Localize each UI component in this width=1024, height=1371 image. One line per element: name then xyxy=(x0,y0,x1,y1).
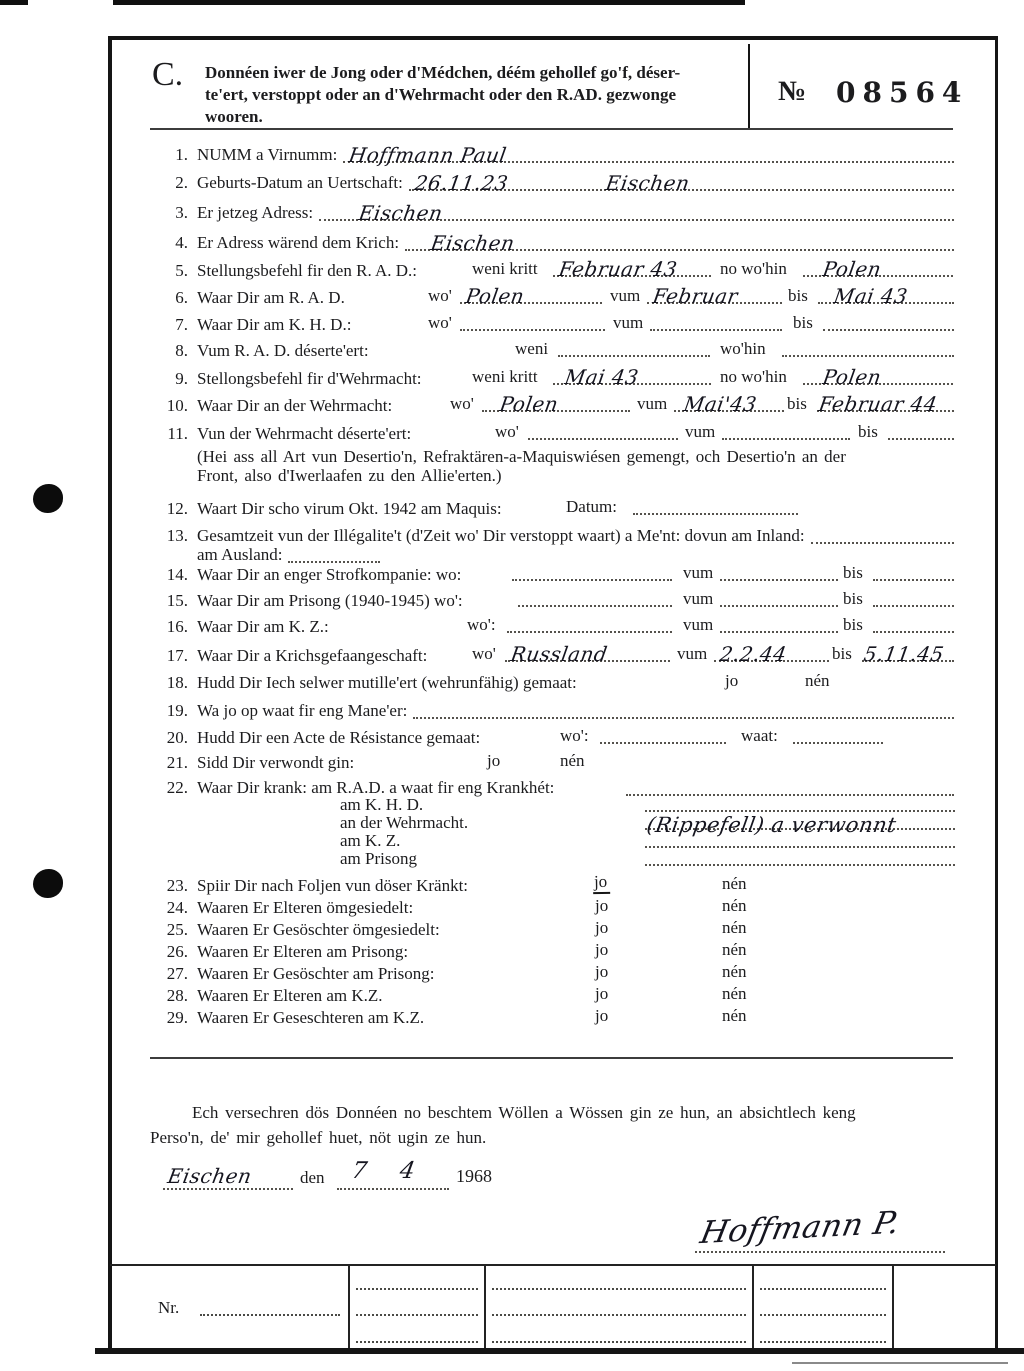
field-row-6 xyxy=(150,281,956,308)
field-row-1 xyxy=(150,143,956,165)
dotted-line xyxy=(163,1188,293,1190)
field-label: Vum R. A. D. déserte'ert: xyxy=(197,341,369,360)
handwritten-value: Russland xyxy=(509,642,610,666)
header-line: wooren. xyxy=(205,107,263,126)
field-number: 3. xyxy=(175,203,188,222)
field-row-3 xyxy=(150,193,956,223)
inline-label: no wo'hin xyxy=(720,259,787,278)
inline-label: no wo'hin xyxy=(720,367,787,386)
field-label: Waar Dir am K. Z.: xyxy=(197,617,329,636)
handwritten-value: Polen xyxy=(464,284,527,308)
field-row-13 xyxy=(150,519,956,546)
header-text xyxy=(205,62,745,128)
field-label: Sidd Dir verwondt gin: xyxy=(197,753,355,772)
field-row-22 xyxy=(150,773,956,798)
dotted-line xyxy=(492,1341,746,1343)
dotted-line xyxy=(492,1288,746,1290)
field-label: Waar Dir a Krichsgefaangeschaft: xyxy=(197,646,428,665)
inline-label: vum xyxy=(685,422,716,441)
field-row-18 xyxy=(150,666,956,693)
page-border-left xyxy=(108,36,112,1349)
page-border-top xyxy=(108,36,998,40)
field-number: 26. xyxy=(166,942,188,961)
dotted-line xyxy=(553,365,711,389)
dotted-line xyxy=(356,1314,478,1316)
field-label: Vun der Wehrmacht déserte'ert: xyxy=(197,424,412,443)
field-label: Waaren Er Elteren ömgesiedelt: xyxy=(197,898,414,917)
field-number: 21. xyxy=(166,753,188,772)
field-row-4 xyxy=(150,223,956,253)
dotted-line xyxy=(803,257,953,281)
field-label: Waar Dir am R. A. D. xyxy=(197,288,345,307)
option-yes: jo xyxy=(595,1006,609,1025)
handwritten-illness: (Rippefell) a verwonnt xyxy=(645,813,899,837)
inline-label: vum xyxy=(683,615,714,634)
dotted-line xyxy=(760,1314,886,1316)
inline-label: weni kritt xyxy=(472,367,538,386)
dotted-line xyxy=(600,738,726,744)
field-number: 1. xyxy=(175,145,188,164)
sub-label: am K. Z. xyxy=(340,831,401,850)
handwritten-value: Polen xyxy=(821,365,884,389)
inline-label: wo': xyxy=(467,615,496,634)
dotted-line xyxy=(409,171,954,195)
field-label: Geburts-Datum an Uertschaft: xyxy=(197,173,403,192)
dotted-line xyxy=(356,1288,478,1290)
field-label: Waar Dir am K. H. D.: xyxy=(197,315,352,334)
sub-label: am K. H. D. xyxy=(340,795,424,814)
dotted-line xyxy=(528,434,678,440)
inline-label: bis xyxy=(843,563,863,582)
dotted-line xyxy=(553,257,711,281)
numero-symbol: № xyxy=(778,76,807,107)
field-row-15 xyxy=(150,585,956,611)
handwritten-value: Mai 43 xyxy=(563,365,641,389)
handwritten-value: Februar 44 xyxy=(817,392,940,416)
handwritten-value: 5.11.45 xyxy=(862,642,946,666)
field-number: 22. xyxy=(166,778,188,797)
option-yes: jo xyxy=(595,984,609,1003)
dotted-line xyxy=(720,575,838,581)
handwritten-value: Mai'43 xyxy=(682,392,759,416)
handwritten-value: Polen xyxy=(821,257,884,281)
dotted-line xyxy=(337,1188,449,1190)
field-row-23 xyxy=(150,870,956,896)
inline-label: wo' xyxy=(428,313,452,332)
option-yes: jo xyxy=(725,671,739,690)
field-label: Wa jo op waat fir eng Mane'er: xyxy=(197,701,408,720)
field-label: Waaren Er Geseschteren am K.Z. xyxy=(197,1008,425,1027)
dotted-line xyxy=(760,1288,886,1290)
option-no: nén xyxy=(722,874,747,893)
field-label: am Ausland: xyxy=(197,545,283,564)
inline-label: weni xyxy=(515,339,549,358)
dotted-line xyxy=(645,842,955,848)
field-row-26 xyxy=(150,940,956,962)
dotted-line xyxy=(811,538,954,544)
field-number: 18. xyxy=(166,673,188,692)
dotted-line xyxy=(862,642,954,666)
dotted-line xyxy=(645,813,955,837)
field-label: Spiir Dir nach Foljen vun döser Kränkt: xyxy=(197,876,469,895)
dotted-line xyxy=(460,325,605,331)
dotted-line xyxy=(343,143,954,167)
field-number: 17. xyxy=(166,646,188,665)
handwritten-place: Eischen xyxy=(165,1164,254,1188)
inline-label: waat: xyxy=(741,726,778,745)
handwritten-value: Mai 43 xyxy=(832,284,910,308)
field-number: 5. xyxy=(175,261,188,280)
field-number: 15. xyxy=(166,591,188,610)
field-number: 27. xyxy=(166,964,188,983)
field-number: 23. xyxy=(166,876,188,895)
header-line: te'ert, verstoppt oder an d'Wehrmacht oder den R.AD. gezwonge xyxy=(205,85,677,104)
inline-label: wo' xyxy=(495,422,519,441)
option-yes: jo xyxy=(595,962,609,981)
field-22-sub-kz xyxy=(150,831,956,852)
inline-label: bis xyxy=(787,394,807,413)
handwritten-day: 7 xyxy=(349,1158,370,1184)
option-no: nén xyxy=(722,940,747,959)
inline-label: wo': xyxy=(560,726,589,745)
note-line: (Hei ass all Art vun Desertio'n, Refraktären-a-Maquiswiésen gemengt, och Desertio'n an der xyxy=(197,447,846,466)
field-number: 29. xyxy=(166,1008,188,1027)
option-yes: jo xyxy=(595,918,609,937)
field-number: 12. xyxy=(166,499,188,518)
inline-label: vum xyxy=(610,286,641,305)
field-label: Waaren Er Gesöschter am Prisong: xyxy=(197,964,435,983)
dotted-line xyxy=(888,434,954,440)
field-label: Waaren Er Elteren am Prisong: xyxy=(197,942,409,961)
scan-artifact-bar xyxy=(113,0,745,5)
dotted-line xyxy=(505,642,670,666)
printed-year: 1968 xyxy=(456,1166,492,1186)
option-no: nén xyxy=(560,751,585,770)
field-22-sub-prisong xyxy=(150,849,956,870)
punch-hole xyxy=(33,869,63,898)
dotted-line xyxy=(803,365,953,389)
option-no: nén xyxy=(722,918,747,937)
dotted-line xyxy=(793,738,883,744)
dotted-line xyxy=(507,627,672,633)
footer-table xyxy=(110,1264,996,1350)
dotted-line xyxy=(518,601,672,607)
field-number: 13. xyxy=(166,526,188,545)
field-row-7 xyxy=(150,308,956,335)
inline-label: bis xyxy=(788,286,808,305)
table-divider xyxy=(348,1266,350,1350)
field-row-27 xyxy=(150,962,956,984)
signature-dotted-line xyxy=(695,1251,945,1253)
section-letter: C. xyxy=(152,56,184,93)
dotted-line xyxy=(645,806,955,812)
field-row-8 xyxy=(150,335,956,361)
inline-label: Datum: xyxy=(566,497,617,516)
page-border-right xyxy=(995,38,998,1349)
header-line: Donnéen iwer de Jong oder d'Médchen, déém gehollef go'f, déser- xyxy=(205,63,681,82)
header-rule xyxy=(150,128,953,130)
field-number: 9. xyxy=(175,369,188,388)
field-row-5 xyxy=(150,253,956,281)
declaration xyxy=(150,1100,956,1150)
dotted-line xyxy=(645,860,955,866)
option-no: nén xyxy=(722,896,747,915)
inline-label: bis xyxy=(793,313,813,332)
field-row-20 xyxy=(150,721,956,748)
dotted-line xyxy=(288,557,380,563)
field-label: Waar Dir an der Wehrmacht: xyxy=(197,396,393,415)
dotted-line xyxy=(722,434,850,440)
field-label: Waar Dir am Prisong (1940-1945) wo': xyxy=(197,591,463,610)
dotted-line xyxy=(760,1341,886,1343)
option-no: nén xyxy=(722,962,747,981)
field-row-11 xyxy=(150,416,956,444)
header-divider xyxy=(748,44,750,128)
field-row-13b xyxy=(150,546,956,565)
option-no: nén xyxy=(722,1006,747,1025)
field-number: 16. xyxy=(166,617,188,636)
field-number: 24. xyxy=(166,898,188,917)
handwritten-birthdate: 26.11.23 xyxy=(412,171,510,195)
dotted-line xyxy=(482,392,630,416)
punch-hole xyxy=(33,484,63,513)
field-number: 25. xyxy=(166,920,188,939)
declaration-line: Ech versechren dös Donnéen no beschtem Wöllen a Wössen gin ze hun, an absichtlech keng xyxy=(192,1103,856,1122)
handwritten-value: Februar xyxy=(651,284,740,308)
field-label: Er jetzeg Adress: xyxy=(197,203,314,222)
dotted-line xyxy=(626,790,954,796)
field-label: Stellungsbefehl fir den R. A. D.: xyxy=(197,261,418,280)
table-divider xyxy=(484,1266,486,1350)
declaration-line: Perso'n, de' mir gehollef huet, nöt ugin ze hun. xyxy=(150,1128,487,1147)
inline-label: wo' xyxy=(428,286,452,305)
date-den-label: den xyxy=(300,1168,325,1187)
inline-label: weni kritt xyxy=(472,259,538,278)
handwritten-name: Hoffmann Paul xyxy=(347,143,509,167)
inline-label: bis xyxy=(843,589,863,608)
field-row-19 xyxy=(150,693,956,721)
field-22-sub-wehrmacht xyxy=(150,813,956,837)
inline-label: wo' xyxy=(472,644,496,663)
note-line: Front, also d'Iwerlaafen zu den Allie'erten.) xyxy=(197,466,502,485)
option-yes: jo xyxy=(595,940,609,959)
dotted-line xyxy=(319,201,954,225)
option-yes: jo xyxy=(595,896,609,915)
dotted-line xyxy=(782,351,954,357)
handwritten-value: Februar 43 xyxy=(557,257,680,281)
field-row-16 xyxy=(150,611,956,637)
inline-label: wo'hin xyxy=(720,339,766,358)
field-label: Stellongsbefehl fir d'Wehrmacht: xyxy=(197,369,422,388)
inline-label: bis xyxy=(832,644,852,663)
field-number: 6. xyxy=(175,288,188,307)
dotted-line xyxy=(873,601,954,607)
field-row-12 xyxy=(150,485,956,519)
field-number: 7. xyxy=(175,315,188,334)
option-yes-selected: jo xyxy=(593,872,611,894)
inline-label: bis xyxy=(858,422,878,441)
field-number: 19. xyxy=(166,701,188,720)
field-label: Waaren Er Gesöschter ömgesiedelt: xyxy=(197,920,440,939)
dotted-line xyxy=(714,642,829,666)
dotted-line xyxy=(633,509,798,515)
field-row-2 xyxy=(150,165,956,193)
nr-label: Nr. xyxy=(158,1298,180,1317)
inline-label: vum xyxy=(637,394,668,413)
dotted-line xyxy=(413,713,954,719)
handwritten-value: Polen xyxy=(498,392,561,416)
handwritten-value: 2.2.44 xyxy=(718,642,789,666)
dotted-line xyxy=(818,284,954,308)
field-number: 8. xyxy=(175,341,188,360)
field-row-10 xyxy=(150,389,956,416)
dotted-line xyxy=(558,351,710,357)
dotted-line xyxy=(720,601,838,607)
scan-artifact-bar xyxy=(0,0,28,5)
field-row-29 xyxy=(150,1006,956,1028)
field-number: 4. xyxy=(175,233,188,252)
dotted-line xyxy=(405,231,954,255)
handwritten-war-address: Eischen xyxy=(429,231,517,255)
field-label: Hudd Dir Iech selwer mutille'ert (wehrunfähig) gemaat: xyxy=(197,673,577,692)
field-row-25 xyxy=(150,918,956,940)
dotted-line xyxy=(674,392,784,416)
inline-label: vum xyxy=(683,563,714,582)
field-label: NUMM a Virnumm: xyxy=(197,145,338,164)
field-row-21 xyxy=(150,748,956,773)
handwritten-month: 4 xyxy=(397,1158,418,1184)
field-label: Waaren Er Elteren am K.Z. xyxy=(197,986,383,1005)
field-label: Waar Dir krank: am R.A.D. a waat fir eng Krankhét: xyxy=(197,778,555,797)
field-row-24 xyxy=(150,896,956,918)
scan-artifact-line xyxy=(792,1362,1008,1364)
dotted-line xyxy=(817,392,954,416)
dotted-line xyxy=(356,1341,478,1343)
dotted-line xyxy=(650,325,782,331)
page-border-bottom xyxy=(95,1348,1024,1354)
dotted-line xyxy=(492,1314,746,1316)
option-no: nén xyxy=(805,671,830,690)
dotted-line xyxy=(720,627,838,633)
sub-label: an der Wehrmacht. xyxy=(340,813,469,832)
inline-label: vum xyxy=(683,589,714,608)
field-number: 11. xyxy=(167,424,188,443)
inline-label: bis xyxy=(843,615,863,634)
dotted-line xyxy=(512,575,672,581)
field-number: 28. xyxy=(166,986,188,1005)
field-number: 20. xyxy=(166,728,188,747)
field-label: Er Adress wärend dem Krich: xyxy=(197,233,400,252)
field-number: 10. xyxy=(166,396,188,415)
option-no: nén xyxy=(722,984,747,1003)
dotted-line xyxy=(823,325,954,331)
dotted-line xyxy=(647,284,782,308)
table-divider xyxy=(892,1266,894,1350)
field-label: Hudd Dir een Acte de Résistance gemaat: xyxy=(197,728,481,747)
form-fields xyxy=(150,143,956,1028)
section-rule xyxy=(150,1057,953,1059)
dotted-line xyxy=(460,284,602,308)
inline-label: vum xyxy=(677,644,708,663)
field-row-17 xyxy=(150,637,956,666)
handwritten-address: Eischen xyxy=(357,201,445,225)
option-yes: jo xyxy=(487,751,501,770)
field-row-9 xyxy=(150,361,956,389)
inline-label: wo' xyxy=(450,394,474,413)
handwritten-birthplace: Eischen xyxy=(603,171,692,195)
field-label: Waart Dir scho virum Okt. 1942 am Maquis: xyxy=(197,499,502,518)
form-serial-number: 08564 xyxy=(836,76,969,109)
dotted-line xyxy=(873,627,954,633)
field-number: 2. xyxy=(175,173,188,192)
field-label: Gesamtzeit vun der Illégalite't (d'Zeit wo' Dir verstoppt waart) a Me'nt: dovun am Inland: xyxy=(197,526,805,545)
table-divider xyxy=(752,1266,754,1350)
inline-label: vum xyxy=(613,313,644,332)
field-row-28 xyxy=(150,984,956,1006)
field-number: 14. xyxy=(166,565,188,584)
field-row-14 xyxy=(150,565,956,585)
dotted-line xyxy=(873,575,954,581)
field-label: Waar Dir an enger Strofkompanie: wo: xyxy=(197,565,462,584)
signature: Hoffmann P. xyxy=(697,1204,903,1252)
dotted-line xyxy=(200,1314,340,1316)
sub-label: am Prisong xyxy=(340,849,417,868)
field-11-note xyxy=(197,447,956,485)
